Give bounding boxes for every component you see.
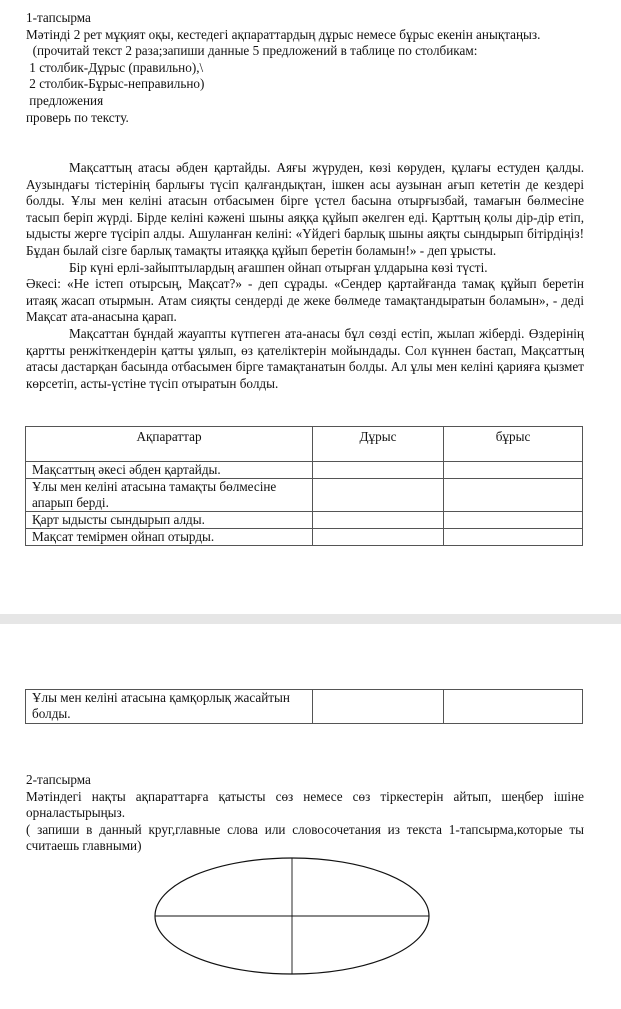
false-answer-cell[interactable]	[444, 462, 583, 479]
task1-instruction-ru-line: проверь по тексту.	[26, 109, 129, 125]
statement-cell: Ұлы мен келіні атасына тамақты бөлмесіне апарып берді.	[26, 479, 313, 512]
false-answer-cell[interactable]	[444, 529, 583, 546]
story-paragraph: Мақсаттың атасы әбден қартайды. Аяғы жүруден, көзі көруден, құлағы естуден қалды. Аузындағы тістерінің барлығы түсіп қалғандықтан, ішкен асы аузынан ағып кететін де кездері болды. Ұлы мен келіні атасын отбасымен бірге үстел басына отырғызбай, тамағын бөлмесіне тасып беріп жүрді. Бірде келіні кәжені шыны аяққа құйып әкелген еді. Қарттың қолы дір-дір етіп, ыдысты жерге түсіріп алды. Ашуланған келіні: «Үйдегі барлық шыны аяқты сындырып бітірдіңіз! Бұдан былай сізге барлық тамақты итаяққа құйып беретін боламын!» - деп ұрысты.	[26, 160, 584, 258]
true-answer-cell[interactable]	[313, 690, 444, 724]
true-answer-cell[interactable]	[313, 479, 444, 512]
false-answer-cell[interactable]	[444, 479, 583, 512]
false-answer-cell[interactable]	[444, 690, 583, 724]
task2-instruction-ru: ( запиши в данный круг,главные слова или словосочетания из текста 1-тапсырма,которые ты считаешь главными)	[26, 821, 584, 854]
table-row	[26, 479, 583, 512]
task1-header	[26, 10, 584, 126]
task1-instruction-ru-line: 1 столбик-Дұрыс (правильно),\	[26, 59, 204, 75]
true-answer-cell[interactable]	[313, 512, 444, 529]
story-paragraph: Мақсаттан бұндай жауапты күтпеген ата-анасы бұл сөзді естіп, жылап жіберді. Өздерінің қартты ренжіткендерін қатты ұялып, өз қателіктерін мойындады. Сол күннен бастап, Мақсаттың атасы дастарқан басында отбасымен бірге тамақтанатын болды. Ал ұлы мен келіні қарияға қызмет көрсетіп, асты-үстіне түсіп отыратын болды.	[26, 325, 584, 391]
table-row	[26, 512, 583, 529]
story-paragraph: Бір күні ерлі-зайыптылардың ағашпен ойнап отырған ұлдарына көзі түсті.	[69, 259, 488, 275]
statement-cell: Қарт ыдысты сындырып алды.	[26, 512, 313, 529]
story-paragraph: Әкесі: «Не істеп отырсың, Мақсат?» - деп сұрады. «Сендер қартайғанда тамақ құйып беретін итаяқ жасап отырмын. Атам сияқты сендерді де жеке бөлмеде тамақтандыратын боламын», - деді Мақсат ата-анасына қарап.	[26, 276, 584, 325]
task1-instruction-ru-line: предложения	[26, 92, 104, 108]
task2-header	[26, 772, 584, 855]
true-answer-cell[interactable]	[313, 529, 444, 546]
task2-title: 2-тапсырма	[26, 772, 91, 787]
task2-instruction-kz: Мәтіндегі нақты ақпараттарға қатысты сөз немесе сөз тіркестерін айтып, шеңбер ішіне орналастырыңыз.	[26, 788, 584, 821]
true-false-table	[25, 426, 583, 546]
true-false-table-continued	[25, 689, 583, 724]
table-row	[26, 529, 583, 546]
answer-oval[interactable]	[152, 854, 432, 979]
page-separator	[0, 614, 621, 624]
statement-cell: Мақсат темірмен ойнап отырды.	[26, 529, 313, 546]
document-page-2	[0, 624, 621, 1009]
statement-cell: Мақсаттың әкесі әбден қартайды.	[26, 462, 313, 479]
false-answer-cell[interactable]	[444, 512, 583, 529]
statement-cell: Ұлы мен келіні атасына қамқорлық жасайтын болды.	[26, 690, 313, 724]
true-answer-cell[interactable]	[313, 462, 444, 479]
table-row	[26, 462, 583, 479]
task1-instruction-ru-line: 2 столбик-Бұрыс-неправильно)	[26, 76, 205, 92]
task1-instruction-ru-line: (прочитай текст 2 раза;запиши данные 5 предложений в таблице по столбикам:	[26, 43, 478, 59]
task1-instruction-kz: Мәтінді 2 рет мұқият оқы, кестедегі ақпараттардың дұрыс немесе бұрыс екенін анықтаңыз.	[26, 26, 541, 42]
column-header-false: бұрыс	[444, 427, 583, 462]
column-header-info: Ақпараттар	[26, 427, 313, 462]
table-header-row	[26, 427, 583, 462]
table-row	[26, 690, 583, 724]
column-header-true: Дұрыс	[313, 427, 444, 462]
task1-title: 1-тапсырма	[26, 10, 91, 25]
story-text	[26, 160, 584, 392]
